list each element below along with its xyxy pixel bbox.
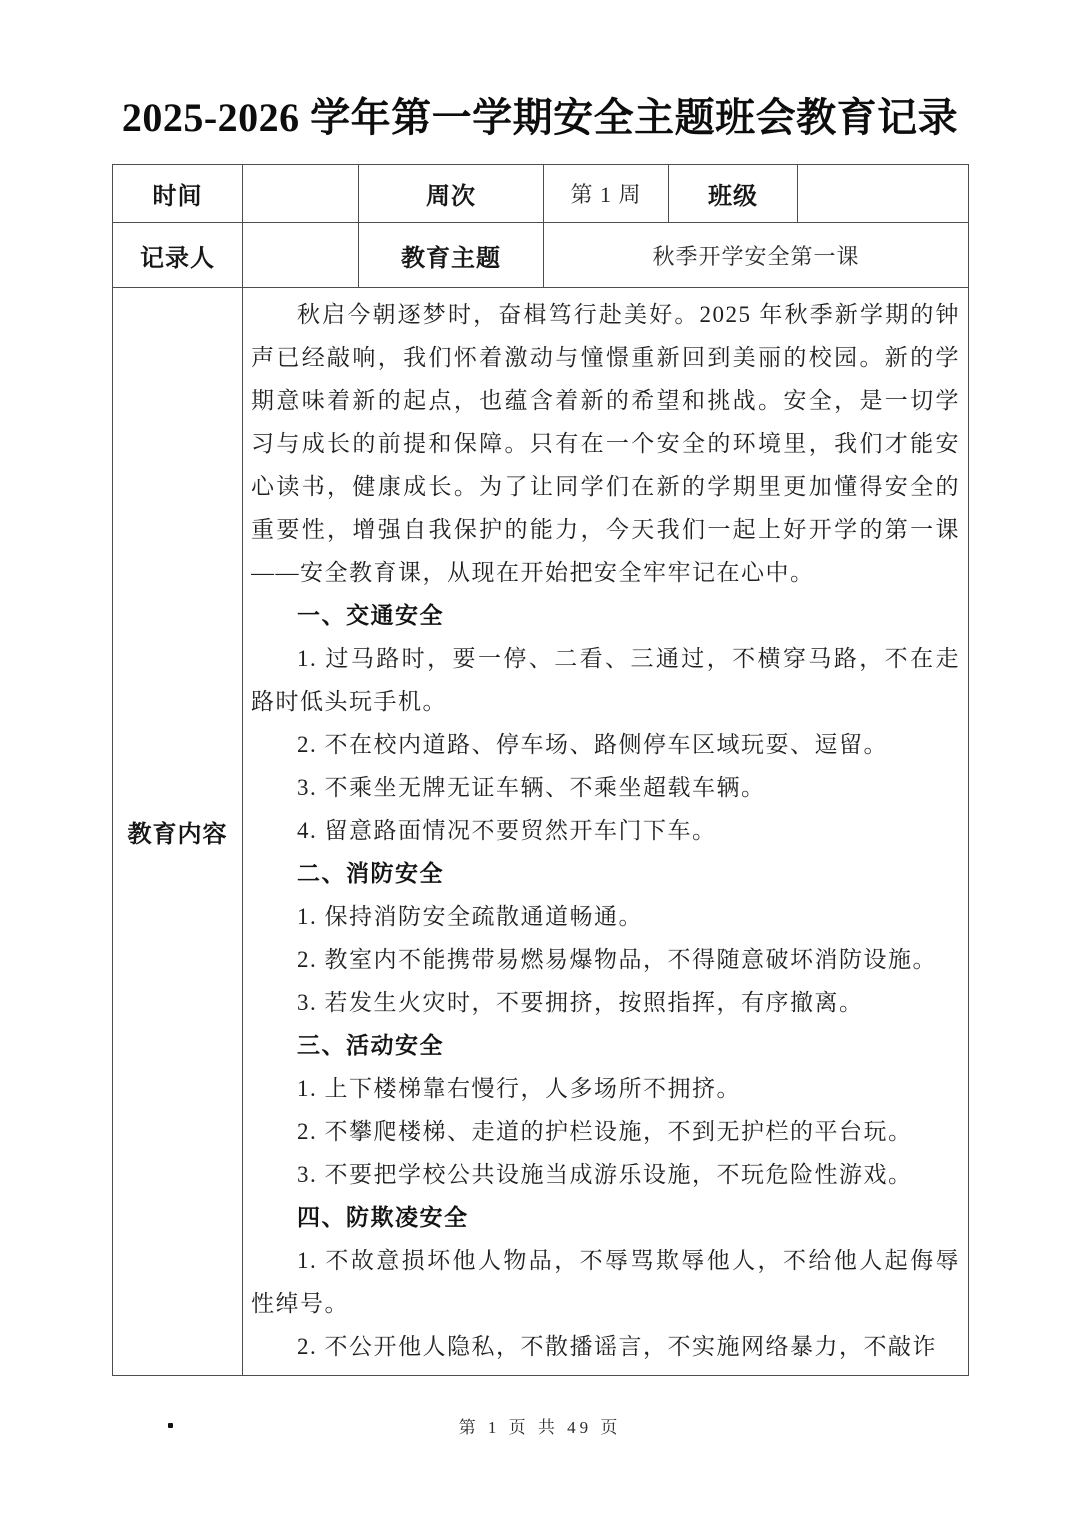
class-label: 班级 (669, 165, 798, 223)
section-heading: 二、消防安全 (297, 861, 444, 886)
content-paragraph: 1. 过马路时，要一停、二看、三通过，不横穿马路，不在走路时低头玩手机。 (251, 646, 960, 714)
class-value-cell (798, 165, 969, 223)
week-value-cell: 第 1 周 (544, 165, 669, 223)
content-cell (243, 288, 969, 1376)
content-paragraph: 4. 留意路面情况不要贸然开车门下车。 (297, 818, 717, 843)
time-value-cell (243, 165, 359, 223)
time-label: 时间 (113, 165, 243, 223)
theme-value-cell: 秋季开学安全第一课 (544, 223, 969, 288)
recorder-label: 记录人 (113, 223, 243, 288)
content-paragraph: 2. 教室内不能携带易燃易爆物品，不得随意破坏消防设施。 (297, 947, 937, 972)
table-row (113, 223, 969, 288)
section-heading: 一、交通安全 (297, 603, 444, 628)
content-paragraph: 3. 不要把学校公共设施当成游乐设施，不玩危险性游戏。 (297, 1162, 913, 1187)
recorder-value-cell (243, 223, 359, 288)
content-text-area (251, 293, 960, 1375)
content-paragraph: 2. 不攀爬楼梯、走道的护栏设施，不到无护栏的平台玩。 (297, 1119, 913, 1144)
page-number-footer: 第 1 页 共 49 页 (458, 1418, 622, 1437)
content-paragraph: 1. 不故意损坏他人物品，不辱骂欺辱他人，不给他人起侮辱性绰号。 (251, 1248, 960, 1316)
content-paragraph: 秋启今朝逐梦时，奋楫笃行赴美好。2025 年秋季新学期的钟声已经敲响，我们怀着激动与憧憬重新回到美丽的校园。新的学期意味着新的起点，也蕴含着新的希望和挑战。安全，是一切学习与成长的前提和保障。只有在一个安全的环境里，我们才能安心读书，健康成长。为了让同学们在新的学期里更加懂得安全的重要性，增强自我保护的能力，今天我们一起上好开学的第一课——安全教育课，从现在开始把安全牢牢记在心中。 (251, 302, 960, 585)
record-form-table (112, 164, 969, 1376)
section-heading: 三、活动安全 (297, 1033, 444, 1058)
content-paragraph: 3. 若发生火灾时，不要拥挤，按照指挥，有序撤离。 (297, 990, 864, 1015)
section-heading: 四、防欺凌安全 (297, 1205, 469, 1230)
table-row (113, 288, 969, 1376)
page-title: 2025-2026 学年第一学期安全主题班会教育记录 (121, 95, 959, 140)
content-label: 教育内容 (113, 288, 243, 1376)
content-paragraph: 3. 不乘坐无牌无证车辆、不乘坐超载车辆。 (297, 775, 766, 800)
table-row (113, 165, 969, 223)
content-paragraph: 2. 不公开他人隐私，不散播谣言，不实施网络暴力，不敲诈 (297, 1334, 937, 1359)
week-label: 周次 (359, 165, 544, 223)
content-paragraph: 1. 上下楼梯靠右慢行，人多场所不拥挤。 (297, 1076, 741, 1101)
content-paragraph: 2. 不在校内道路、停车场、路侧停车区域玩耍、逗留。 (297, 732, 888, 757)
theme-label: 教育主题 (359, 223, 544, 288)
content-paragraph: 1. 保持消防安全疏散通道畅通。 (297, 904, 643, 929)
